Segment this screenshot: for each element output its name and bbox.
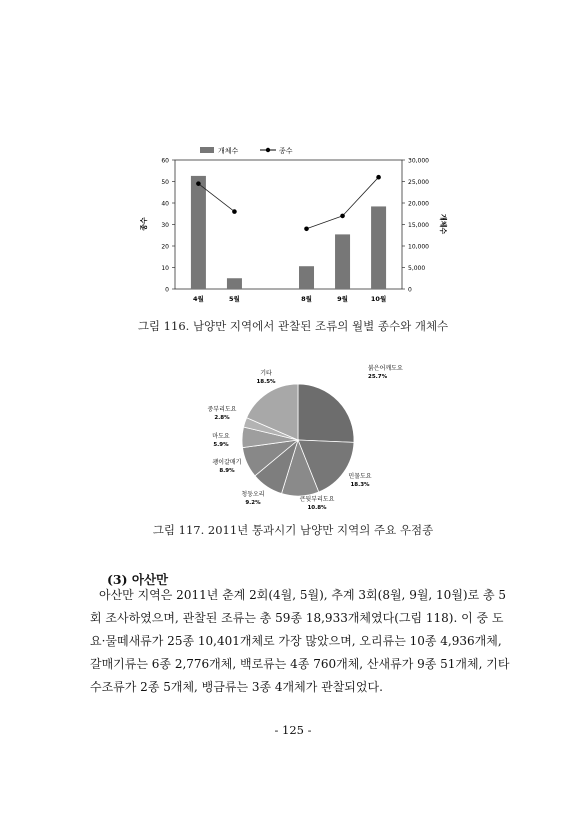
pie-slice-percent: 2.8% (214, 415, 230, 421)
figure-116-caption: 그림 116. 남양만 지역에서 관찰된 조류의 월별 종수와 개체수 (137, 319, 449, 333)
body-line: 갈매기류는 6종 2,776개체, 백로류는 4종 760개체, 산새류가 9종 51개체, 기타 (90, 657, 510, 671)
x-tick-label: 8월 (301, 295, 312, 303)
line-segment (307, 216, 343, 229)
section-body (90, 584, 510, 699)
legend-bar-swatch (200, 147, 214, 153)
bar-5월 (227, 278, 242, 289)
bar-8월 (299, 266, 314, 289)
legend-line-label: 종수 (279, 147, 293, 155)
line-series (196, 175, 381, 231)
bar-9월 (335, 234, 350, 289)
line-point-10월 (376, 175, 381, 180)
left-tick-label: 60 (161, 157, 169, 165)
line-point-5월 (232, 209, 237, 214)
pie-slice-label: 괭이갈매기 (212, 459, 242, 466)
right-tick-label: 5,000 (408, 265, 426, 272)
body-line: 요·물떼새류가 25종 10,401개체로 가장 많았으며, 오리류는 10종 4,936개체, (90, 634, 502, 648)
left-tick-label: 0 (165, 286, 169, 294)
pie-slice-percent: 5.9% (213, 442, 229, 448)
left-tick-label: 40 (161, 200, 169, 208)
section-title: (3) 아산만 (107, 572, 169, 587)
monthly-chart (130, 138, 450, 310)
right-tick-label: 10,000 (408, 243, 429, 251)
pie-slice-percent: 9.2% (245, 500, 261, 506)
x-tick-label: 10월 (370, 295, 387, 303)
left-axis-label: 종수 (140, 217, 148, 231)
body-line: 수조류가 2종 5개체, 뱅금류는 3종 4개체가 관찰되었다. (90, 680, 383, 694)
x-tick-label: 9월 (337, 295, 348, 303)
body-line: 아산만 지역은 2011년 춘계 2회(4월, 5월), 추계 3회(8월, 9월, 10월)로 총 5 (99, 588, 507, 602)
pie-slice-percent: 18.5% (256, 379, 276, 385)
line-point-8월 (304, 227, 309, 232)
right-axis-label: 개체수 (439, 213, 447, 235)
dominant-species-pie (190, 360, 420, 518)
x-tick-label: 4월 (193, 295, 204, 303)
legend-bar-label: 개체수 (218, 147, 239, 155)
left-tick-label: 20 (161, 243, 169, 251)
pie-slice-percent: 8.9% (219, 468, 235, 474)
pie-slice-label: 마도요 (212, 433, 230, 440)
page-number: - 125 - (274, 723, 312, 737)
plot-frame (175, 160, 402, 289)
right-tick-label: 0 (408, 286, 412, 294)
x-tick-label: 5월 (229, 295, 240, 303)
right-tick-label: 20,000 (408, 200, 429, 208)
chart-legend (200, 146, 293, 155)
right-axis-ticks (402, 158, 429, 294)
x-axis-labels (193, 294, 386, 303)
bar-series (191, 176, 386, 289)
right-tick-label: 15,000 (408, 222, 429, 229)
pie-slice-percent: 25.7% (368, 374, 388, 380)
line-point-9월 (340, 214, 345, 219)
figure-117-caption: 그림 117. 2011년 통과시기 남양만 지역의 주요 우점종 (152, 523, 434, 537)
body-line: 회 조사하였으며, 관찰된 조류는 총 59종 18,933개체였다(그림 118). 이 중 도 (90, 611, 504, 625)
left-tick-label: 10 (161, 265, 169, 272)
bar-10월 (371, 206, 386, 289)
left-tick-label: 50 (161, 179, 169, 186)
legend-line-marker (266, 148, 270, 152)
pie-slice-label: 민물도요 (348, 473, 372, 480)
left-tick-label: 30 (161, 222, 169, 229)
pie-slice-percent: 10.8% (307, 505, 327, 511)
pie-slices (242, 384, 354, 496)
pie-slice (298, 384, 354, 442)
pie-slice-label: 중부리도요 (207, 406, 237, 413)
line-point-4월 (196, 181, 201, 186)
bar-4월 (191, 176, 206, 289)
pie-slice-label: 기타 (260, 370, 272, 377)
right-tick-label: 30,000 (408, 157, 429, 165)
pie-slice-label: 청둥오리 (241, 491, 265, 498)
left-axis-ticks (161, 158, 175, 294)
pie-slice-label: 붉은어깨도요 (368, 365, 403, 372)
pie-slice-percent: 18.3% (350, 482, 370, 488)
right-tick-label: 25,000 (408, 179, 429, 186)
pie-slice-label: 큰뒷부리도요 (299, 496, 335, 503)
